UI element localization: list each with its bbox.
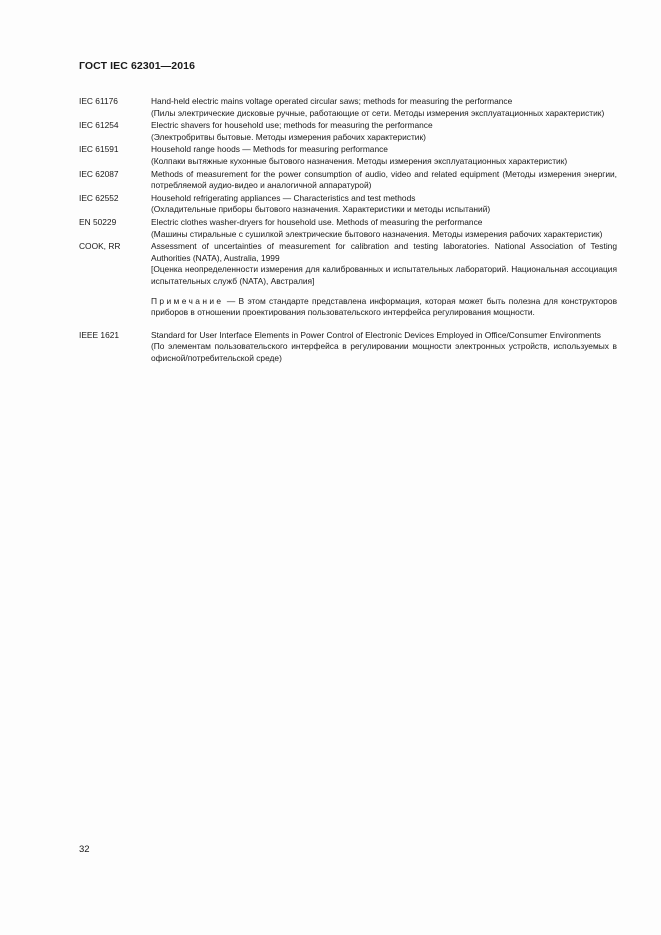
- entry-title: Methods of measurement for the power consumption of audio, video and related equipment (Методы измерения энергии, потребляемой аудио-видео и аналогичной аппаратурой): [151, 168, 617, 191]
- note-dash: —: [226, 295, 236, 306]
- entry-title: Electric clothes washer-dryers for household use. Methods of measuring the performance: [151, 216, 483, 227]
- bibliography-list: [79, 96, 617, 365]
- page-header-title: ГОСТ IEC 62301—2016: [79, 60, 196, 72]
- entry-title: Household range hoods — Methods for measuring performance: [151, 144, 388, 155]
- entry-translation: (Колпаки вытяжные кухонные бытового назначения. Методы измерения эксплуатационных характеристик): [151, 155, 568, 166]
- bibliography-entry: [79, 330, 617, 365]
- bibliography-entry: [79, 96, 617, 119]
- note-block: [151, 296, 617, 319]
- note-text: В этом стандарте представлена информация, которая может быть полезна для конструкторов приборов в отношении проектирования пользовательского интерфейса регулирования мощности.: [151, 295, 618, 318]
- entry-body: [151, 330, 617, 365]
- entry-body: [151, 96, 617, 119]
- bibliography-entry: [79, 144, 617, 167]
- page-number: 32: [79, 844, 90, 855]
- bibliography-entry: [79, 241, 617, 329]
- entry-code: EN 50229: [79, 216, 117, 227]
- entry-code: IEC 61176: [79, 96, 118, 106]
- entry-title: Standard for User Interface Elements in Power Control of Electronic Devices Employed in Office/Consumer Environments: [151, 329, 601, 340]
- entry-translation: (Пилы электрические дисковые ручные, работающие от сети. Методы измерения эксплуатационных характеристик): [151, 107, 605, 118]
- bibliography-entry: [79, 217, 617, 240]
- bibliography-entry: [79, 120, 617, 143]
- entry-title: Hand-held electric mains voltage operated circular saws; methods for measuring the performance: [151, 96, 513, 106]
- entry-translation: (Машины стиральные с сушилкой электрические бытового назначения. Методы измерения рабочих характеристик): [151, 228, 603, 239]
- entry-code: IEEE 1621: [79, 329, 120, 340]
- entry-title: Electric shavers for household use; methods for measuring the performance: [151, 120, 433, 131]
- entry-body: [151, 217, 617, 240]
- bibliography-entry: [79, 169, 617, 192]
- entry-body: [151, 193, 617, 216]
- entry-translation: [Оценка неопределенности измерения для калиброванных и испытательных лабораторий. Национальная ассоциация испытательных служб (NATA), Австралия]: [151, 264, 617, 286]
- bibliography-entry: [79, 193, 617, 216]
- entry-title: Assessment of uncertainties of measurement for calibration and testing laboratories. National Association of Testing Authorities (NATA), Australia, 1999: [151, 241, 617, 263]
- entry-code: COOK, RR: [79, 241, 121, 252]
- note-label: Примечание: [151, 295, 224, 306]
- entry-title: Household refrigerating appliances — Characteristics and test methods: [151, 192, 416, 203]
- entry-translation: (По элементам пользовательского интерфейса в регулировании мощности электронных устройств, используемых в офисной/потребительской среде): [151, 341, 617, 363]
- entry-code: IEC 62552: [79, 192, 119, 203]
- entry-translation: (Электробритвы бытовые. Методы измерения рабочих характеристик): [151, 131, 426, 142]
- entry-code: IEC 62087: [79, 168, 119, 179]
- entry-code: IEC 61254: [79, 120, 119, 131]
- entry-translation: (Охладительные приборы бытового назначения. Характеристики и методы испытаний): [151, 204, 491, 215]
- entry-code: IEC 61591: [79, 144, 119, 155]
- entry-body: [151, 169, 617, 192]
- entry-body: [151, 241, 617, 329]
- entry-body: [151, 144, 617, 167]
- entry-body: [151, 120, 617, 143]
